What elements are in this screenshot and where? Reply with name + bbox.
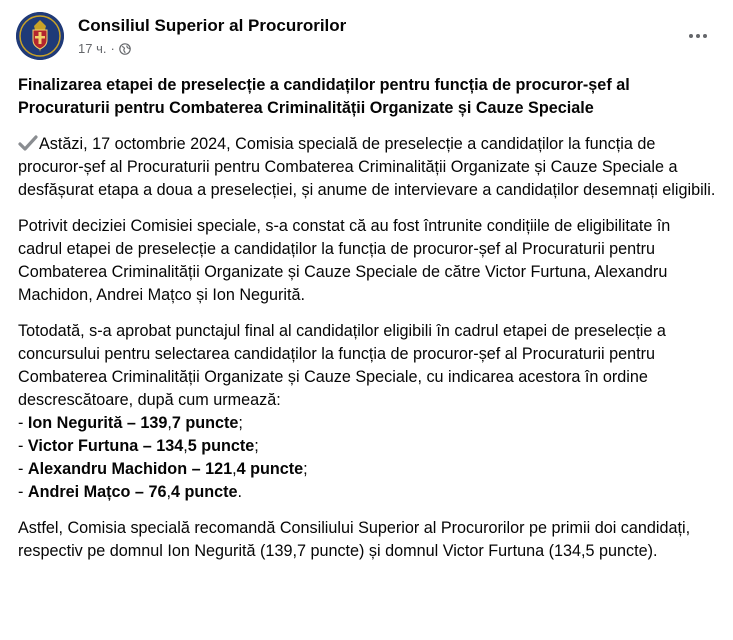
ranking-item [18, 458, 718, 481]
ranking-end: ; [238, 414, 243, 432]
ranking-dash: – [187, 460, 206, 478]
post-meta [78, 41, 131, 56]
ranking-item [18, 481, 718, 504]
ranking-comma: , [166, 483, 171, 501]
paragraph-1 [18, 133, 718, 202]
more-dot [703, 34, 707, 38]
ranking-name: Alexandru Machidon [27, 460, 188, 478]
ranking-dash: – [138, 437, 157, 455]
page-avatar[interactable] [16, 12, 64, 60]
ranking-score-dec: 7 puncte [171, 414, 239, 432]
ranking-score: 121 [205, 460, 233, 478]
ranking-score: 139 [140, 414, 168, 432]
meta-separator: · [110, 41, 115, 56]
ranking-name: Andrei Mațco [27, 483, 131, 501]
ranking-prefix: - [18, 437, 28, 455]
ranking-dash: – [122, 414, 141, 432]
ranking-prefix: - [18, 460, 28, 478]
page-name-link[interactable]: Consiliul Superior al Procurorilor [78, 16, 347, 35]
ranking-comma: , [167, 414, 172, 432]
post-title: Finalizarea etapei de preselecție a candidaților pentru funcția de procuror-șef al Procuraturii pentru Combaterea Criminalității Organizate și Cauze Speciale [18, 76, 630, 117]
more-options-icon [689, 34, 693, 38]
ranking-score: 134 [156, 437, 184, 455]
ranking-score: 76 [148, 483, 167, 501]
ranking-prefix: - [18, 414, 28, 432]
post-content [18, 74, 718, 576]
ranking-comma: , [232, 460, 237, 478]
coat-of-arms-logo [16, 12, 64, 60]
ranking-score-dec: 4 puncte [170, 483, 238, 501]
ranking-score-dec: 5 puncte [187, 437, 255, 455]
post-header [16, 12, 716, 62]
ranking-end: ; [303, 460, 308, 478]
ranking-name: Victor Furtuna [27, 437, 139, 455]
ranking-item [18, 412, 718, 435]
post-timestamp[interactable]: 17 ч. [78, 41, 107, 56]
paragraph-4: Astfel, Comisia specială recomandă Consiliului Superior al Procurorilor pe primii doi candidați, respectiv pe domnul Ion Negurită (139,7 puncte) și domnul Victor Furtuna (134,5 puncte). [18, 519, 691, 560]
ranking-item [18, 435, 718, 458]
ranking-score-dec: 4 puncte [236, 460, 304, 478]
ranking-name: Ion Negurită [27, 414, 123, 432]
ranking-list [18, 412, 718, 504]
more-dot [696, 34, 700, 38]
globe-icon[interactable] [119, 43, 131, 55]
ranking-end: . [237, 483, 243, 501]
paragraph-1-text: Astăzi, 17 octombrie 2024, Comisia specială de preselecție a candidaților la funcția de procuror-șef al Procuraturii pentru Combaterea Criminalității Organizate și Cauze Speciale a desfășurat etapa a doua a preselecției, și anume de intervievare a candidaților desemnați eligibili. [18, 135, 716, 199]
ranking-prefix: - [18, 483, 28, 501]
ranking-dash: – [130, 483, 149, 501]
check-mark-icon [18, 134, 38, 152]
paragraph-3: Totodată, s-a aprobat punctajul final al candidaților eligibili în cadrul etapei de preselecție a concursului pentru selectarea candidaților la funcția de procuror-șef al Procuraturii pentru Combaterea Criminalității Organizate și Cauze Speciale, cu indicarea acestora în ordine descrescătoare, după cum urmează: [18, 322, 666, 409]
more-options-button[interactable] [680, 18, 716, 54]
paragraph-2: Potrivit deciziei Comisiei speciale, s-a constat că au fost întrunite condițiile de eligibilitate în cadrul etapei de preselecție a candidaților la funcția de procuror-șef al Procuraturii pentru Combaterea Criminalității Organizate și Cauze Speciale de către Victor Furtuna, Alexandru Machidon, Andrei Mațco și Ion Negurită. [18, 217, 671, 304]
ranking-end: ; [254, 437, 259, 455]
ranking-comma: , [183, 437, 188, 455]
